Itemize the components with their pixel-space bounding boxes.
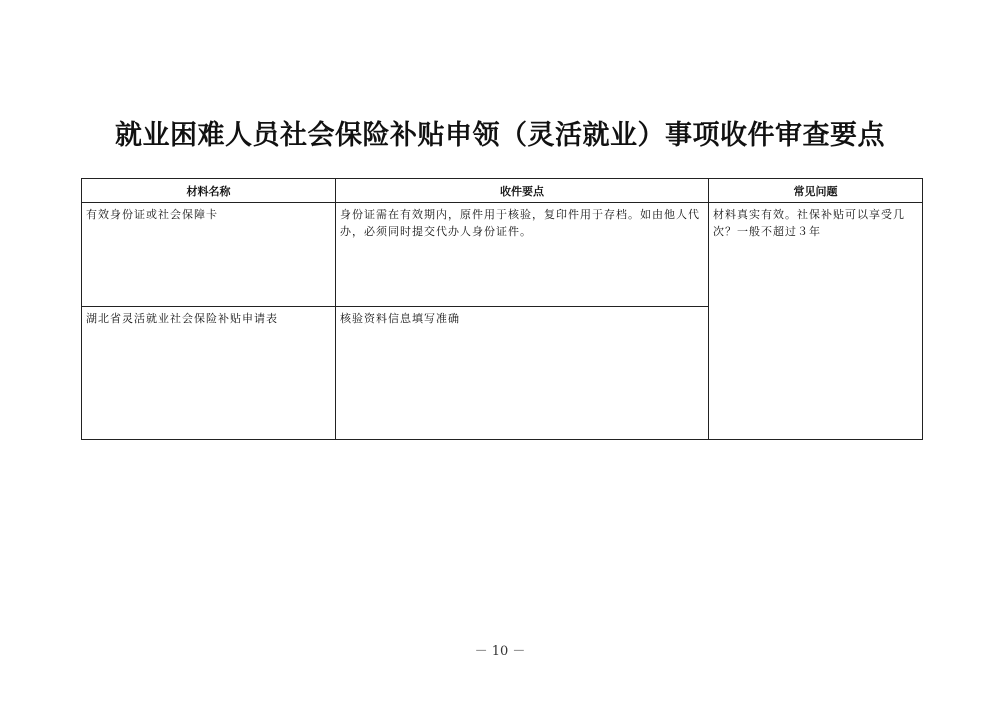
header-material-name: 材料名称 [82,179,336,203]
table-row [82,203,923,307]
header-common-questions: 常见问题 [709,179,923,203]
page-number: － 10 － [474,644,526,659]
key-points-cell: 核验资料信息填写准确 [336,306,709,439]
material-name-cell: 有效身份证或社会保障卡 [82,203,336,307]
common-questions-cell: 材料真实有效。社保补贴可以享受几次？一般不超过３年 [709,203,923,440]
header-key-points: 收件要点 [336,179,709,203]
document-title: 就业困难人员社会保险补贴申领（灵活就业）事项收件审查要点 [115,120,885,151]
key-points-cell: 身份证需在有效期内，原件用于核验，复印件用于存档。如由他人代办，必须同时提交代办人身份证件。 [336,203,709,307]
material-name-cell: 湖北省灵活就业社会保险补贴申请表 [82,306,336,439]
table-header-row [82,179,923,203]
review-points-table [81,178,923,440]
